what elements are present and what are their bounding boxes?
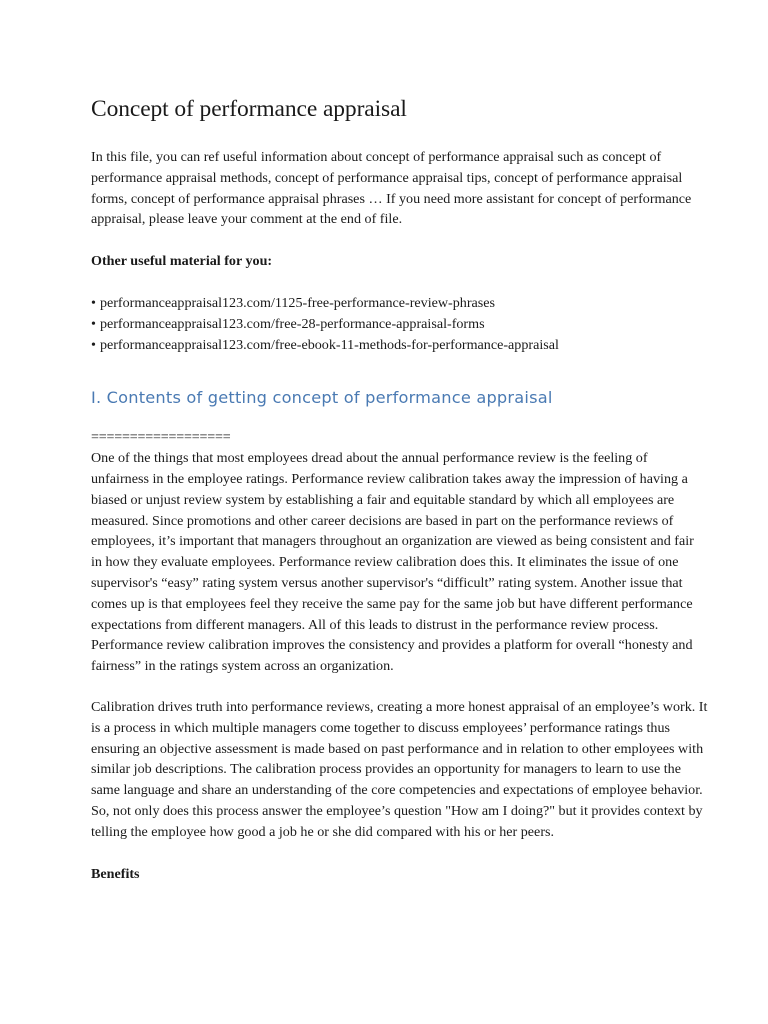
bullet-icon: • <box>91 336 96 353</box>
useful-material-heading: Other useful material for you: <box>91 253 273 270</box>
benefits-heading: Benefits <box>91 865 140 882</box>
useful-links-list <box>91 293 708 355</box>
list-item <box>91 293 708 314</box>
useful-link[interactable]: performanceappraisal123.com/1125-free-performance-review-phrases <box>99 294 496 311</box>
useful-link[interactable]: performanceappraisal123.com/free-ebook-11-methods-for-performance-appraisal <box>99 336 559 353</box>
useful-link[interactable]: performanceappraisal123.com/free-28-performance-appraisal-forms <box>99 315 485 332</box>
body-paragraph-2: Calibration drives truth into performance reviews, creating a more honest appraisal of an employee’s work. It is a process in which multiple managers come together to discuss employees’ performance ratings thus ensuring an objective assessment is made based on past performance and in relation to other employees with similar job descriptions. The calibration process provides an opportunity for managers to learn to use the same language and share an understanding of the core competencies and expectations of employee behavior. So, not only does this process answer the employee’s question "How am I doing?" but it provides context by telling the employee how good a job he or she did compared with his or her peers. <box>91 698 708 840</box>
list-item <box>91 335 708 356</box>
page-title: Concept of performance appraisal <box>91 96 407 122</box>
separator-line: ================== <box>91 429 231 446</box>
intro-paragraph: In this file, you can ref useful information about concept of performance appraisal such as concept of performance appraisal methods, concept of performance appraisal tips, concept of performance appraisal forms, concept of performance appraisal phrases … If you need more assistant for concept of performance appraisal, please leave your comment at the end of file. <box>91 149 692 228</box>
section-heading: I. Contents of getting concept of performance appraisal <box>91 388 553 408</box>
bullet-icon: • <box>91 315 96 332</box>
body-paragraph-1: One of the things that most employees dread about the annual performance review is the feeling of unfairness in the employee ratings. Performance review calibration takes away the impression of having a biased or unjust review system by establishing a fair and equitable standard by which all employees are measured. Since promotions and other career decisions are based in part on the performance reviews of employees, it’s important that managers throughout an organization are viewed as being consistent and fair in how they evaluate employees. Performance review calibration does this. It eliminates the issue of one supervisor's “easy” rating system versus another supervisor's “difficult” rating system. Another issue that comes up is that employees feel they receive the same pay for the same job but have different performance expectations from different managers. All of this leads to distrust in the performance review process. Performance review calibration improves the consistency and provides a platform for overall “honesty and fairness” in the ratings system across an organization. <box>91 450 694 675</box>
list-item <box>91 314 708 335</box>
bullet-icon: • <box>91 294 96 311</box>
